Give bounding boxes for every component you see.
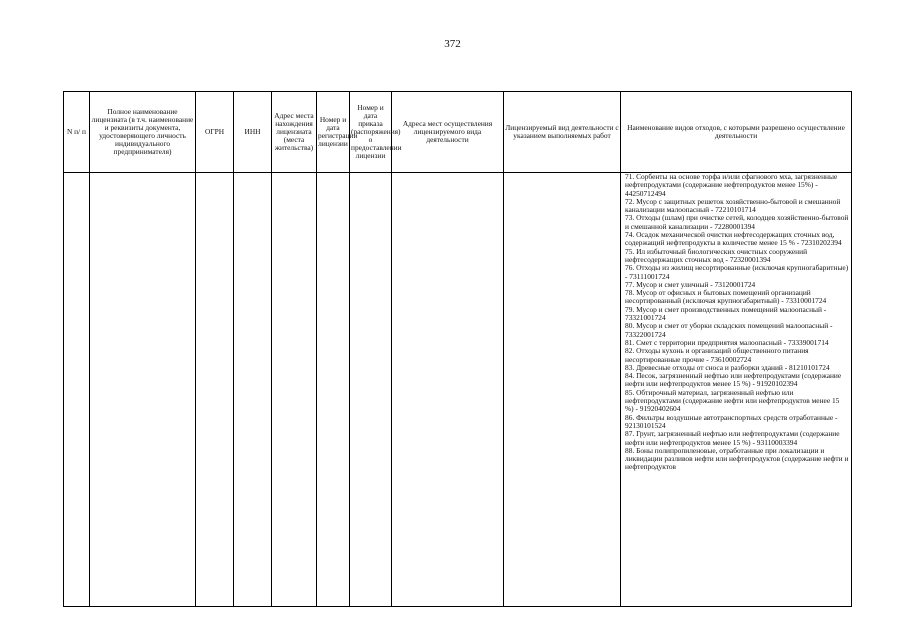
column-header-waste-types: Наименование видов отходов, с которыми разрешено осуществление деятельности: [621, 92, 852, 173]
waste-types-list: [621, 173, 851, 606]
list-item: 81. Смет с территории предприятия малоопасный - 73339001714: [625, 337, 829, 347]
list-item: 84. Песок, загрязненный нефтью или нефтепродуктами (содержание нефти или нефтепродуктов менее 15 %) - 91920102394: [625, 371, 842, 389]
cell-licensee-name: [90, 173, 196, 607]
cell-number: [64, 173, 90, 607]
list-item: 87. Грунт, загрязненный нефтью или нефтепродуктами (содержание нефти или нефтепродуктов менее 15 %) - 93110003394: [625, 429, 840, 447]
list-item: 78. Мусор от офисных и бытовых помещений организаций несортированный (исключая крупногабаритный) - 73310001724: [625, 288, 827, 306]
list-item: 74. Осадок механической очистки нефтесодержащих сточных вод, содержащий нефтепродукты в количестве менее 15 % - 72310202394: [625, 230, 842, 248]
list-item: 85. Обтирочный материал, загрязненный нефтью или нефтепродуктами (содержание нефти или нефтепродуктов менее 15 %) - 91920402604: [625, 387, 840, 414]
column-header-number: N п/ п: [64, 92, 90, 173]
list-item: 73. Отходы (шлам) при очистке сетей, колодцев хозяйственно-бытовой и смешанной канализации - 72280001394: [625, 213, 849, 231]
table-row: [64, 173, 852, 607]
cell-ogrn: [196, 173, 234, 607]
list-item: 88. Боны полипропиленовые, отработанные при локализации и ликвидации разливов нефти или нефтепродуктов (содержание нефти и нефтепродуктов: [625, 445, 849, 472]
page-number: 372: [444, 38, 461, 50]
list-item: 86. Фильтры воздушные автотранспортных средств отработанные - 92130101524: [625, 412, 838, 430]
list-item: 79. Мусор и смет производственных помещений малоопасный - 73321001724: [625, 304, 827, 323]
cell-license-number-date: [317, 173, 350, 607]
list-item: 76. Отходы из жилищ несортированные (исключая крупногабаритные) - 73111001724: [625, 263, 849, 281]
column-header-licensee-name: Полное наименование лицензиата (в т.ч. наименование и реквизиты документа, удостоверяющего личность индивидуального предпринимателя): [90, 92, 196, 173]
column-header-ogrn: ОГРН: [196, 92, 234, 173]
column-header-activity-addresses: Адреса мест осуществления лицензируемого вида деятельности: [392, 92, 504, 173]
list-item: 82. Отходы кухонь и организаций общественного питания несортированные прочие - 73610002724: [625, 346, 809, 364]
cell-waste-types: [621, 173, 852, 607]
list-item: 72. Мусор с защитных решеток хозяйственно-бытовой и смешанной канализации малоопасный - 72210101714: [625, 196, 841, 215]
list-item: 75. Ил избыточный биологических очистных сооружений нефтесодержащих сточных вод - 72320001394: [625, 246, 808, 264]
header-row: [64, 92, 852, 173]
list-item: 71. Сорбенты на основе торфа и/или сфагнового мха, загрязненные нефтепродуктами (содержание нефтепродуктов менее 15%) - 44250712494: [625, 172, 838, 198]
cell-order-number-date: [350, 173, 392, 607]
column-header-address: Адрес места нахождения лицензиата (места жительства): [272, 92, 317, 173]
list-item: 83. Древесные отходы от сноса и разборки зданий - 81210101724: [625, 362, 830, 372]
cell-inn: [234, 173, 272, 607]
column-header-license-number-date: Номер и дата регистрации лицензии: [317, 92, 350, 173]
cell-activity-addresses: [392, 173, 504, 607]
column-header-inn: ИНН: [234, 92, 272, 173]
list-item: 80. Мусор и смет от уборки складских помещений малоопасный - 73322001724: [625, 321, 833, 339]
cell-address: [272, 173, 317, 607]
cell-licensed-activity: [504, 173, 621, 607]
list-item: 77. Мусор и смет уличный - 73120001724: [625, 279, 756, 289]
column-header-order-number-date: Номер и дата приказа (распоряжения) о предоставлении лицензии: [350, 92, 392, 173]
column-header-licensed-activity: Лицензируемый вид деятельности с указанием выполняемых работ: [504, 92, 621, 173]
license-registry-table: [63, 91, 852, 607]
